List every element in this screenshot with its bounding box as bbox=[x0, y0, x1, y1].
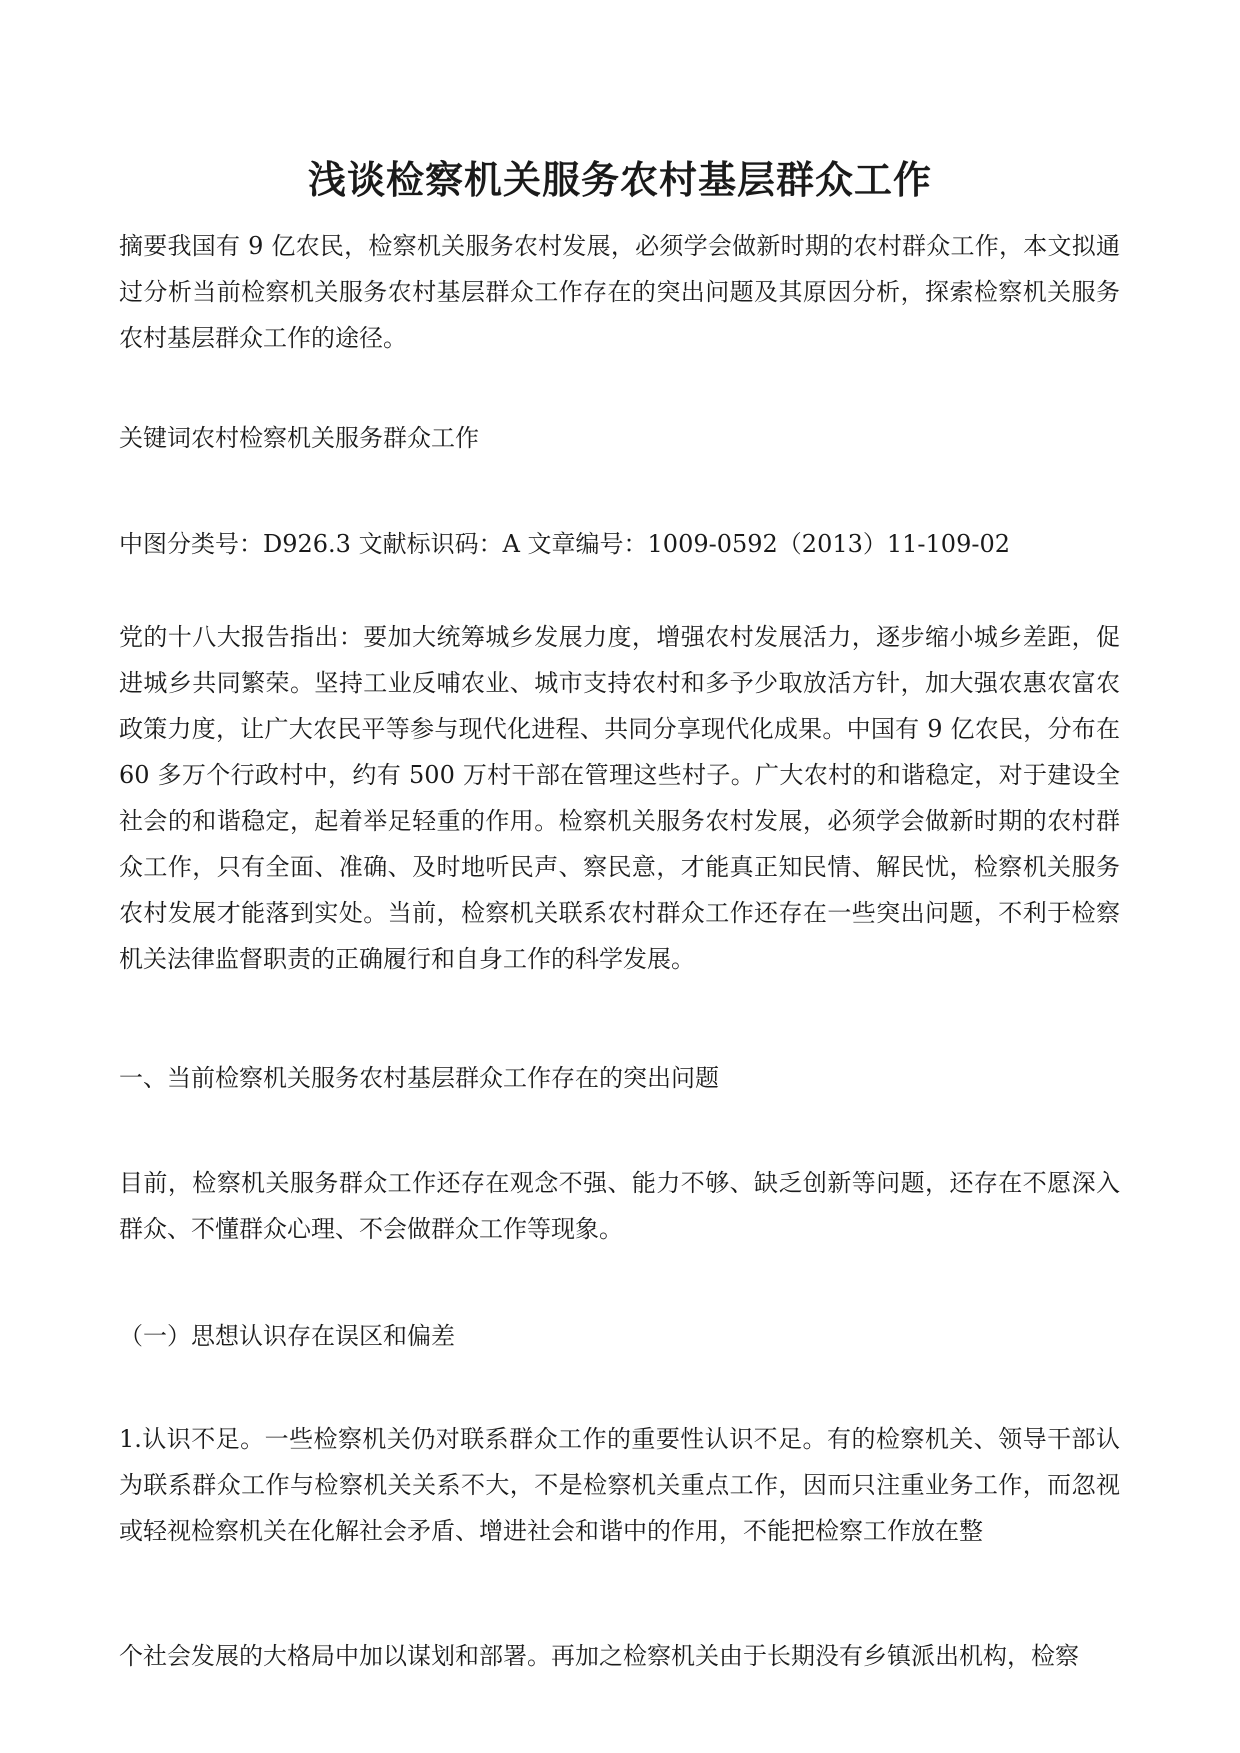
abstract-paragraph: 摘要我国有 9 亿农民，检察机关服务农村发展，必须学会做新时期的农村群众工作，本文拟通过分析当前检察机关服务农村基层群众工作存在的突出问题及其原因分析，探索检察机关服务农村基层群众工作的途径。 bbox=[119, 232, 1120, 352]
section-paragraph: 目前，检察机关服务群众工作还存在观念不强、能力不够、缺乏创新等问题，还存在不愿深入群众、不懂群众心理、不会做群众工作等现象。 bbox=[119, 1169, 1120, 1243]
subsection-heading: （一）思想认识存在误区和偏差 bbox=[119, 1322, 455, 1350]
keywords-line: 关键词农村检察机关服务群众工作 bbox=[119, 424, 479, 452]
document-title: 浅谈检察机关服务农村基层群众工作 bbox=[307, 157, 932, 202]
intro-paragraph: 党的十八大报告指出：要加大统筹城乡发展力度，增强农村发展活力，逐步缩小城乡差距，促进城乡共同繁荣。坚持工业反哺农业、城市支持农村和多予少取放活方针，加大强农惠农富农政策力度，让广大农民平等参与现代化进程、共同分享现代化成果。中国有 9 亿农民，分布在 60 多万个行政村中，约有 500 万村干部在管理这些村子。广大农村的和谐稳定，对于建设全社会的和谐稳定，起着举足轻重的作用。检察机关服务农村发展，必须学会做新时期的农村群众工作，只有全面、准确、及时地听民声、察民意，才能真正知民情、解民忧，检察机关服务农村发展才能落到实处。当前，检察机关联系农村群众工作还存在一些突出问题，不利于检察机关法律监督职责的正确履行和自身工作的科学发展。 bbox=[119, 623, 1120, 973]
continuation-paragraph: 个社会发展的大格局中加以谋划和部署。再加之检察机关由于长期没有乡镇派出机构，检察 bbox=[119, 1642, 1079, 1670]
point-paragraph: 1.认识不足。一些检察机关仍对联系群众工作的重要性认识不足。有的检察机关、领导干部认为联系群众工作与检察机关关系不大，不是检察机关重点工作，因而只注重业务工作，而忽视或轻视检察机关在化解社会矛盾、增进社会和谐中的作用，不能把检察工作放在整 bbox=[119, 1425, 1120, 1545]
section-heading: 一、当前检察机关服务农村基层群众工作存在的突出问题 bbox=[119, 1064, 719, 1092]
classification-line: 中图分类号：D926.3 文献标识码：A 文章编号：1009-0592（2013）11-109-02 bbox=[119, 530, 1010, 558]
